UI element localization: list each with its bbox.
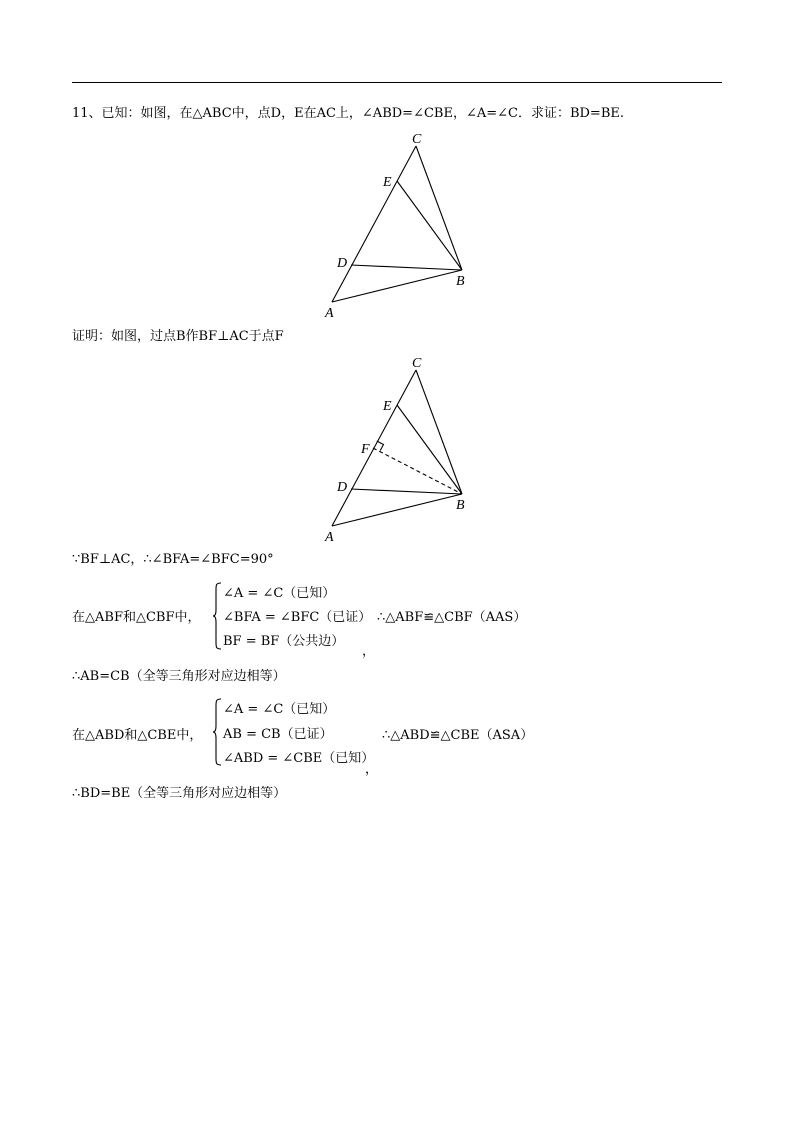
header-rule <box>72 82 722 83</box>
system-1-lead: 在△ABF和△CBF中， <box>72 610 201 625</box>
problem-statement: 11、已知：如图，在△ABC中，点D，E在AC上，∠ABD=∠CBE，∠A=∠C．求证：BD=BE. <box>72 106 625 121</box>
label-c: C <box>412 356 422 371</box>
figure-2-triangle <box>320 352 480 544</box>
label-a: A <box>325 306 334 320</box>
label-b: B <box>456 498 465 513</box>
system-2-comma: ， <box>365 762 379 777</box>
system-1-row-1: ∠A = ∠C（已知） <box>223 586 336 601</box>
label-f: F <box>361 442 370 457</box>
right-angle-mark <box>377 441 384 451</box>
side-cb <box>416 370 462 494</box>
side-ac <box>332 146 416 302</box>
segment-bf-dashed <box>373 448 462 494</box>
proof-construction: 证明：如图，过点B作BF⊥AC于点F <box>72 329 284 344</box>
proof-step-2: ∴AB=CB（全等三角形对应边相等） <box>72 669 286 684</box>
brace-icon <box>212 582 222 650</box>
side-ab <box>332 270 462 302</box>
label-c: C <box>412 132 422 147</box>
label-b: B <box>456 274 465 289</box>
system-1-conclusion: ∴△ABF≌△CBF（AAS） <box>377 610 527 625</box>
segment-bd <box>351 265 462 270</box>
segment-be <box>397 405 462 494</box>
system-1-row-3: BF = BF（公共边） <box>223 634 345 649</box>
brace-icon <box>212 698 222 766</box>
system-2-conclusion: ∴△ABD≌△CBE（ASA） <box>382 728 534 743</box>
proof-system-2 <box>72 698 572 778</box>
side-ab <box>332 494 462 526</box>
proof-step-1: ∵BF⊥AC，∴∠BFA=∠BFC=90° <box>72 552 274 567</box>
segment-be <box>397 181 462 270</box>
system-2-lead: 在△ABD和△CBE中， <box>72 728 203 743</box>
system-2-row-3: ∠ABD = ∠CBE（已知） <box>223 751 375 766</box>
label-a: A <box>325 530 334 544</box>
label-d: D <box>337 256 348 271</box>
label-e: E <box>383 175 392 190</box>
system-1-row-2: ∠BFA = ∠BFC（已证） <box>223 610 372 625</box>
figure-1-triangle <box>320 128 480 320</box>
proof-final: ∴BD=BE（全等三角形对应边相等） <box>72 786 287 801</box>
system-2-row-1: ∠A = ∠C（已知） <box>223 702 336 717</box>
label-d: D <box>337 480 348 495</box>
side-cb <box>416 146 462 270</box>
system-1-comma: ， <box>362 644 376 659</box>
segment-bd <box>351 489 462 494</box>
proof-system-1 <box>72 582 572 662</box>
system-2-row-2: AB = CB（已证） <box>223 727 333 742</box>
label-e: E <box>383 399 392 414</box>
